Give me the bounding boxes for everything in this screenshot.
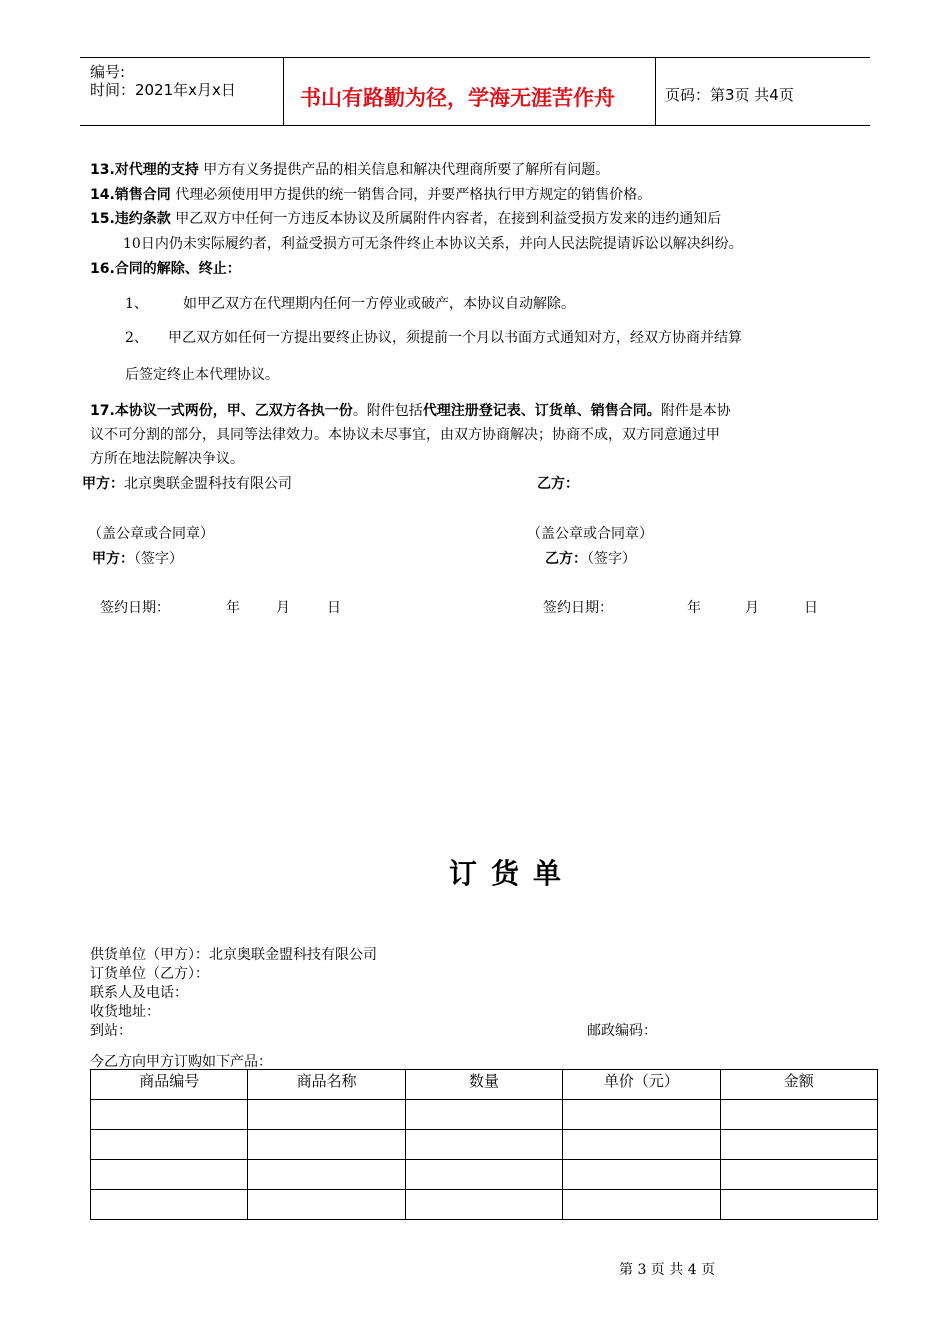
header-page-label: 页码：第3页 共4页 [665, 86, 794, 104]
order-address: 收货地址： [90, 1004, 160, 1020]
clause-17-text-2: 附件是本协 [660, 403, 731, 419]
clause-14 [90, 184, 651, 204]
header-motto: 书山有路勤为径，学海无涯苦作舟 [300, 85, 615, 110]
order-supplier: 供货单位（甲方）：北京奥联金盟科技有限公司 [90, 947, 377, 963]
clause-13 [90, 159, 609, 179]
clause-17-line1 [90, 400, 731, 420]
order-intro: 今乙方向甲方订购如下产品： [90, 1054, 272, 1070]
order-postcode: 邮政编码： [587, 1023, 657, 1039]
header-time-label: 时间：2021年x月x日 [90, 81, 236, 99]
seal-note-a: （盖公章或合同章） [88, 526, 214, 542]
order-table-header [91, 1070, 878, 1100]
sign-a-label: 甲方： [92, 551, 134, 567]
table-cell[interactable] [91, 1100, 248, 1130]
date-year-b: 年 [687, 600, 701, 616]
party-a-label: 甲方： [82, 476, 124, 492]
order-station: 到站： [90, 1023, 132, 1039]
date-month-b: 月 [745, 600, 759, 616]
sign-b-label: 乙方： [545, 551, 587, 567]
clause-13-title: 13.对代理的支持 [90, 162, 199, 178]
date-day-a: 日 [327, 600, 341, 616]
sign-b-line [545, 548, 636, 568]
order-buyer: 订货单位（乙方）： [90, 966, 209, 982]
date-month-a: 月 [276, 600, 290, 616]
date-year-a: 年 [226, 600, 240, 616]
header-number-label: 编号: [90, 63, 126, 81]
col-unit-price: 单价（元） [563, 1070, 720, 1100]
footer-page-number: 第 3 页 共 4 页 [619, 1262, 716, 1278]
clause-17-text-1: 。附件包括 [352, 403, 423, 419]
table-cell[interactable] [720, 1160, 877, 1190]
clause-15-title: 15.违约条款 [90, 211, 171, 227]
table-cell[interactable] [405, 1160, 562, 1190]
party-a-line [82, 473, 292, 493]
clause-15-text-line2: 10日内仍未实际履约者，利益受损方可无条件终止本协议关系，并向人民法院提请诉讼以解决纠纷。 [123, 236, 743, 252]
clause-17-line2: 议不可分割的部分，具同等法律效力。本协议未尽事宜，由双方协商解决；协商不成，双方同意通过甲 [90, 427, 720, 443]
header-divider-right [655, 57, 656, 125]
clause-16-title: 16.合同的解除、终止： [90, 261, 241, 277]
clause-16-item2-text-line1: 甲乙双方如任何一方提出要终止协议，须提前一个月以书面方式通知对方，经双方协商并结算 [168, 330, 742, 346]
header-bottom-rule [80, 125, 870, 126]
table-cell[interactable] [405, 1130, 562, 1160]
table-row [91, 1100, 878, 1130]
col-amount: 金额 [720, 1070, 877, 1100]
date-label-a: 签约日期： [100, 600, 170, 616]
table-cell[interactable] [405, 1100, 562, 1130]
seal-note-b: （盖公章或合同章） [527, 526, 653, 542]
table-cell[interactable] [720, 1190, 877, 1220]
table-cell[interactable] [248, 1190, 405, 1220]
table-row [91, 1190, 878, 1220]
clause-17-bold-2: 代理注册登记表、订货单、销售合同。 [422, 403, 661, 419]
order-contact: 联系人及电话： [90, 985, 188, 1001]
header-divider-left [283, 57, 284, 125]
date-label-b: 签约日期： [543, 600, 613, 616]
clause-14-text: 代理必须使用甲方提供的统一销售合同，并要严格执行甲方规定的销售价格。 [170, 187, 652, 203]
clause-17-line3: 方所在地法院解决争议。 [90, 451, 244, 467]
table-cell[interactable] [91, 1190, 248, 1220]
col-quantity: 数量 [405, 1070, 562, 1100]
clause-14-title: 14.销售合同 [90, 187, 171, 203]
sign-a-note: （签字） [134, 551, 183, 567]
sign-b-note: （签字） [587, 551, 636, 567]
table-cell[interactable] [720, 1100, 877, 1130]
clause-13-text: 甲方有义务提供产品的相关信息和解决代理商所要了解所有问题。 [198, 162, 610, 178]
date-day-b: 日 [804, 600, 818, 616]
col-product-code: 商品编号 [91, 1070, 248, 1100]
clause-15 [90, 208, 721, 228]
table-cell[interactable] [563, 1190, 720, 1220]
party-b-label: 乙方： [537, 476, 579, 492]
col-product-name: 商品名称 [248, 1070, 405, 1100]
clause-16-item2-num: 2、 [125, 330, 148, 346]
party-a-name: 北京奥联金盟科技有限公司 [124, 476, 292, 492]
table-cell[interactable] [563, 1130, 720, 1160]
table-cell[interactable] [91, 1160, 248, 1190]
clause-15-text: 甲乙双方中任何一方违反本协议及所属附件内容者，在接到利益受损方发来的违约通知后 [170, 211, 722, 227]
table-cell[interactable] [720, 1130, 877, 1160]
table-cell[interactable] [248, 1130, 405, 1160]
order-form-title: 订货单 [449, 857, 576, 890]
table-row [91, 1130, 878, 1160]
order-table [90, 1069, 878, 1220]
table-cell[interactable] [248, 1160, 405, 1190]
clause-16-item1-text: 如甲乙双方在代理期内任何一方停业或破产，本协议自动解除。 [183, 296, 575, 312]
clause-16-item2-text-line2: 后签定终止本代理协议。 [125, 367, 279, 383]
table-row [91, 1160, 878, 1190]
table-cell[interactable] [563, 1100, 720, 1130]
table-cell[interactable] [405, 1190, 562, 1220]
sign-a-line [92, 548, 183, 568]
clause-17-bold-1: 17.本协议一式两份，甲、乙双方各执一份 [90, 403, 353, 419]
table-cell[interactable] [248, 1100, 405, 1130]
header-top-rule [80, 57, 870, 58]
table-cell[interactable] [91, 1130, 248, 1160]
table-cell[interactable] [563, 1160, 720, 1190]
clause-16-item1-num: 1、 [125, 296, 148, 312]
